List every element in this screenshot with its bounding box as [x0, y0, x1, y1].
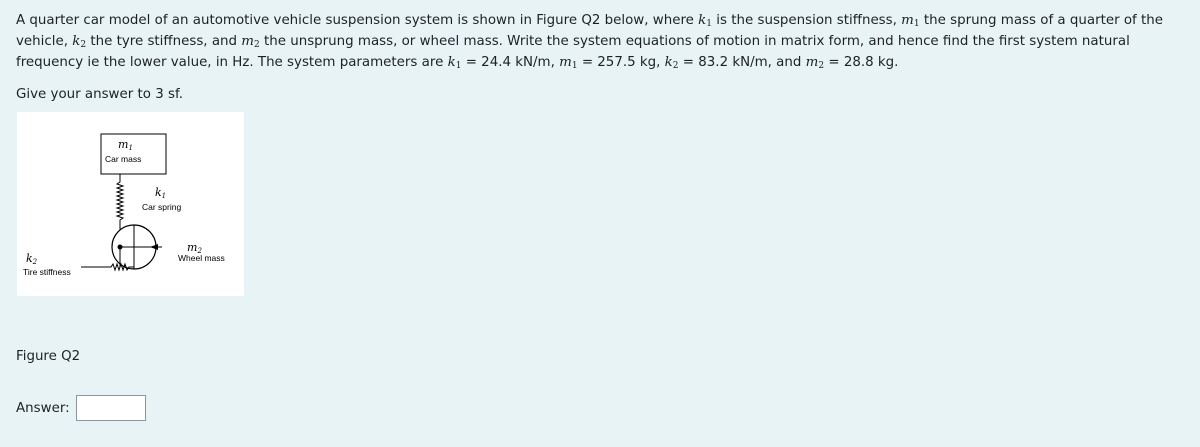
question-container	[16, 10, 1186, 105]
m1-param-var: $m_1$	[559, 55, 578, 71]
m1-var: $m_1$	[901, 13, 920, 29]
m2-value: = 28.8 kg.	[828, 55, 899, 70]
k1-symbol: k1	[155, 186, 167, 200]
m2-symbol: m2	[187, 241, 202, 255]
answer-label: Answer:	[16, 400, 70, 416]
answer-input[interactable]	[76, 395, 146, 421]
m1-symbol: m1	[118, 138, 133, 152]
figure-caption: Figure Q2	[16, 349, 81, 364]
question-text	[16, 10, 1186, 73]
answer-row	[16, 395, 146, 421]
m2-description: the unsprung mass, or wheel mass. Write the system equations of motion in matrix form, and hence find the first system natural frequency ie the lower value, in Hz. The system parameters are	[16, 34, 1130, 70]
k2-value: = 83.2 kN/m, and	[682, 55, 802, 70]
k1-var: $k_1$	[698, 13, 713, 29]
quarter-car-diagram	[17, 112, 244, 296]
m1-description: the sprung mass of a quarter of the vehicle,	[16, 13, 1163, 49]
k2-param-var: $k_2$	[664, 55, 679, 71]
instruction-text: Give your answer to 3 sf.	[16, 87, 183, 102]
wheel-mass-label: Wheel mass	[178, 253, 225, 263]
question-intro: A quarter car model of an automotive vehicle suspension system is shown in Figure Q2 below, where	[16, 13, 694, 28]
k2-description: the tyre stiffness, and	[90, 34, 238, 49]
m2-param-var: $m_2$	[805, 55, 825, 71]
m1-value: = 257.5 kg,	[581, 55, 661, 70]
k1-param-var: $k_1$	[447, 55, 462, 71]
k2-var: $k_2$	[72, 34, 87, 50]
tire-stiffness-label: Tire stiffness	[23, 267, 71, 277]
car-spring-label: Car spring	[142, 202, 182, 212]
k2-symbol: k2	[26, 252, 38, 266]
m2-var: $m_2$	[241, 34, 260, 50]
car-mass-label: Car mass	[105, 154, 142, 164]
k1-description: is the suspension stiffness,	[716, 13, 897, 28]
k1-value: = 24.4 kN/m,	[465, 55, 555, 70]
car-spring	[117, 174, 123, 234]
quarter-car-figure	[17, 112, 244, 296]
